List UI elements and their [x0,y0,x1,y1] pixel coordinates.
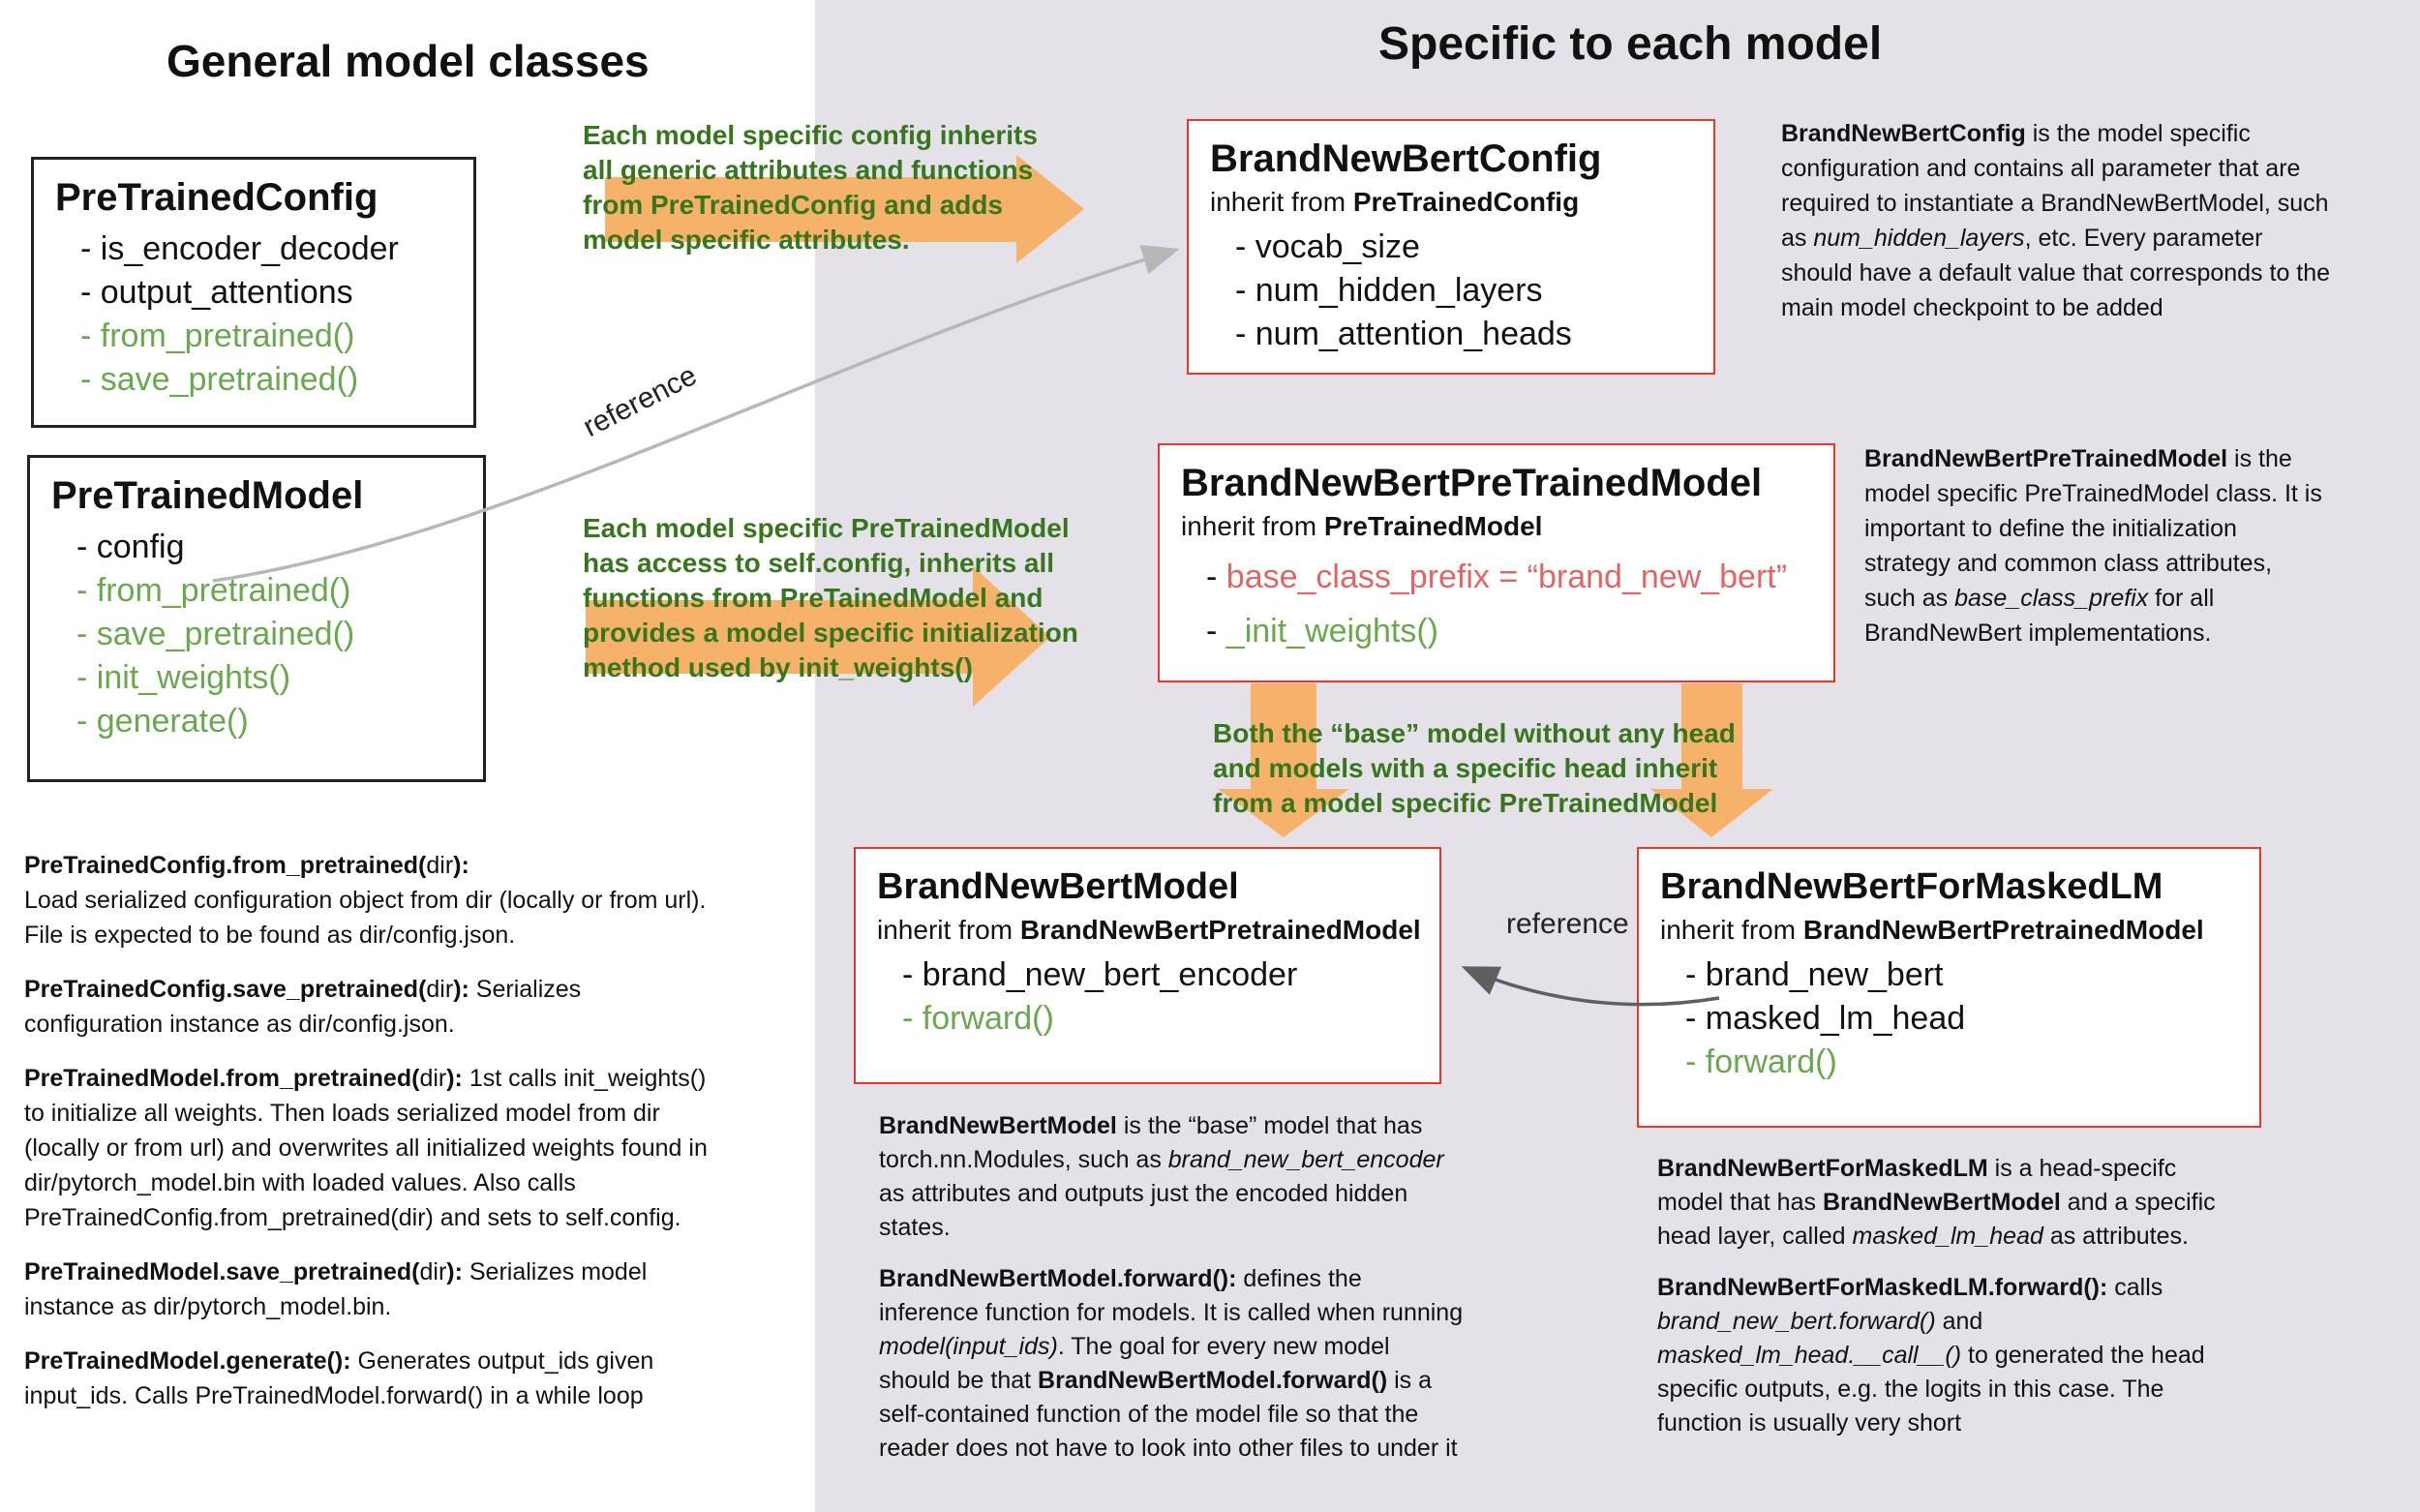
text-run: and [1935,1308,1983,1335]
text-run: BrandNewBertModel [1822,1189,2061,1216]
text-run: configuration instance as dir/config.json. [24,1011,455,1038]
text-run: BrandNewBertModel.forward() [1038,1367,1388,1394]
text-run: dir/pytorch_model.bin with loaded values. Also calls [24,1169,576,1196]
text-run: - vocab_size [1235,228,1420,265]
text-run: model specific PreTrainedModel class. It is [1864,480,2322,507]
text-run: (locally or from url) and overwrites all initialized weights found in [24,1134,708,1162]
text-run: function is usually very short [1657,1409,1962,1436]
text-run: head layer, called [1657,1223,1853,1250]
text-run: is a [1387,1367,1433,1394]
text-run: . The goal for every new model [1057,1333,1390,1360]
text-run: has access to self.config, inherits all [583,548,1055,578]
text-run: BrandNewBertConfig [1781,120,2026,147]
text-run: calls [2107,1274,2163,1301]
text-run: Each model specific config inherits [583,120,1038,150]
text-run: Serializes [469,976,582,1003]
text-run: _init_weights() [1225,613,1438,650]
text-run: ): [453,852,469,879]
text-run: as [1781,225,1814,252]
left-section-title: General model classes [166,36,650,86]
text-run: configuration and contains all parameter that are [1781,155,2301,182]
text-run: and models with a specific head inherit [1213,753,1718,783]
text-run: - from_pretrained() [76,572,351,609]
note-config-inheritance [583,118,1038,257]
text-run: - brand_new_bert [1685,956,1944,993]
text-run: - [1206,559,1226,595]
text-run: - from_pretrained() [80,318,355,354]
text-run: PreTrainedModel.from_pretrained( [24,1065,420,1092]
text-run: states. [879,1214,951,1241]
text-run: PreTrainedConfig.from_pretrained(dir) and sets to self.config. [24,1204,681,1231]
text-run: PreTrainedModel.save_pretrained( [24,1258,420,1285]
text-run: strategy and common class attributes, [1864,550,2273,577]
reference-label-model: reference [1506,908,1629,940]
text-run: base_class_prefix = “brand_new_bert” [1225,559,1788,595]
text-run: , etc. Every parameter [2024,225,2263,252]
text-run: 1st calls init_weights() [462,1065,707,1092]
bottom-right-docs [1657,1152,2216,1460]
text-run: all generic attributes and functions [583,155,1034,185]
text-run: is the [2227,445,2292,472]
text-run: - save_pretrained() [80,361,359,398]
text-run: dir [426,852,454,879]
text-run: brand_new_bert_encoder [1167,1146,1444,1173]
text-run: inherit from [1660,915,1803,945]
text-run: provides a model specific initialization [583,618,1078,648]
text-run: ): [446,1258,463,1285]
text-run: is a head-specifc [1987,1155,2177,1182]
text-run: BrandNewBertModel [879,1112,1117,1139]
text-run: PreTrainedConfig.save_pretrained( [24,976,427,1003]
text-run: - num_attention_heads [1235,316,1572,352]
note-head-inheritance [1213,716,1736,821]
text-run: for all [2148,585,2215,612]
paragraph [1657,1271,2216,1440]
text-run: - output_attentions [80,274,353,311]
text-run: instance as dir/pytorch_model.bin. [24,1293,392,1320]
paragraph [1864,441,2322,650]
text-run: - forward() [902,1000,1054,1037]
text-run: should be that [879,1367,1039,1394]
text-run: from a model specific PreTrainedModel [1213,788,1718,818]
text-run: PreTrainedModel [1323,511,1543,541]
text-run: and a specific [2060,1189,2216,1216]
class-title: BrandNewBertConfig [1210,137,1602,180]
class-title: BrandNewBertModel [877,866,1239,907]
text-run: dir [426,976,454,1003]
text-run: inherit from [1181,511,1324,541]
class-title: BrandNewBertForMaskedLM [1660,866,2163,907]
text-run: Generates output_ids given [350,1347,654,1375]
text-run: method used by init_weights() [583,652,973,682]
text-run: inherit from [877,915,1020,945]
note-model-inheritance [583,511,1078,685]
text-run: Each model specific PreTrainedModel [583,513,1070,543]
text-run: as attributes. [2042,1223,2189,1250]
text-run: PreTrainedConfig [1352,187,1580,217]
text-run: dir [419,1258,447,1285]
text-run: BrandNewBertPretrainedModel [1019,915,1421,945]
right-section-title: Specific to each model [1378,18,1883,70]
text-run: - config [76,529,185,565]
bottom-middle-docs [879,1109,1463,1485]
text-run: PreTrainedConfig.from_pretrained( [24,852,427,879]
text-run: functions from PreTainedModel and [583,583,1044,613]
text-run: as attributes and outputs just the encoded hidden [879,1180,1408,1207]
text-run: main model checkpoint to be added [1781,294,2163,321]
text-run: ): [446,1065,463,1092]
text-run: input_ids. Calls PreTrainedModel.forward() in a while loop [24,1382,644,1409]
text-run: self-contained function of the model file so that the [879,1401,1419,1428]
side-note-brandnewbertpretrainedmodel [1864,441,2322,670]
class-title: PreTrainedModel [51,474,364,517]
side-note-brandnewbertconfig [1781,116,2330,345]
text-run: model specific attributes. [583,225,910,255]
text-run: - [1206,613,1226,650]
paragraph [879,1109,1463,1245]
text-run: masked_lm_head.__call__() [1657,1342,1962,1369]
text-run: Load serialized configuration object from dir (locally or from url). [24,887,707,914]
text-run: to generated the head [1961,1342,2205,1369]
text-run: such as [1864,585,1955,612]
text-run: should have a default value that corresponds to the [1781,259,2331,287]
text-run: BrandNewBertForMaskedLM [1657,1155,1988,1182]
text-run: File is expected to be found as dir/config.json. [24,922,516,949]
text-run: BrandNewBertForMaskedLM.forward(): [1657,1274,2108,1301]
text-run: to initialize all weights. Then loads serialized model from dir [24,1100,660,1127]
text-run: PreTrainedModel.generate(): [24,1347,351,1375]
text-run: - init_weights() [76,659,291,696]
text-run: model that has [1657,1189,1823,1216]
paragraph [24,848,708,953]
text-run: - save_pretrained() [76,616,355,652]
text-run: is the model specific [2025,120,2251,147]
text-run: Serializes model [462,1258,648,1285]
paragraph [1657,1152,2216,1254]
bottom-left-docs [24,848,708,1433]
text-run: BrandNewBert implementations. [1864,620,2212,647]
reference-curve-model-icon [1467,969,1719,1005]
text-run: BrandNewBertPretrainedModel [1802,915,2204,945]
text-run: Both the “base” model without any head [1213,718,1736,748]
text-run: from PreTrainedConfig and adds [583,190,1004,220]
paragraph [879,1262,1463,1466]
text-run: - brand_new_bert_encoder [902,956,1298,993]
text-run: dir [419,1065,447,1092]
text-run: defines the [1236,1265,1362,1292]
text-run: - masked_lm_head [1685,1000,1966,1037]
text-run: inference function for models. It is called when running [879,1299,1464,1326]
class-title: BrandNewBertPreTrainedModel [1181,462,1763,504]
text-run: inherit from [1210,187,1353,217]
paragraph [24,1344,708,1413]
text-run: masked_lm_head [1852,1223,2043,1250]
text-run: num_hidden_layers [1813,225,2025,252]
paragraph [24,972,708,1042]
text-run: - forward() [1685,1043,1837,1080]
text-run: - num_hidden_layers [1235,272,1543,309]
text-run: specific outputs, e.g. the logits in this case. The [1657,1376,2164,1403]
reference-label-config: reference [578,359,703,444]
paragraph [1781,116,2330,325]
text-run: BrandNewBertModel.forward(): [879,1265,1237,1292]
text-run: - is_encoder_decoder [80,230,399,267]
paragraph [24,1061,708,1235]
text-run: model(input_ids) [879,1333,1058,1360]
text-run: is the “base” model that has [1116,1112,1423,1139]
text-run: - generate() [76,703,249,740]
text-run: ): [453,976,469,1003]
text-run: brand_new_bert.forward() [1657,1308,1936,1335]
paragraph [24,1255,708,1324]
class-title: PreTrainedConfig [55,176,378,219]
text-run: important to define the initialization [1864,515,2237,542]
text-run: required to instantiate a BrandNewBertModel, such [1781,190,2329,217]
text-run: BrandNewBertPreTrainedModel [1864,445,2228,472]
text-run: base_class_prefix [1954,585,2149,612]
text-run: torch.nn.Modules, such as [879,1146,1168,1173]
text-run: reader does not have to look into other files to under it [879,1435,1458,1462]
